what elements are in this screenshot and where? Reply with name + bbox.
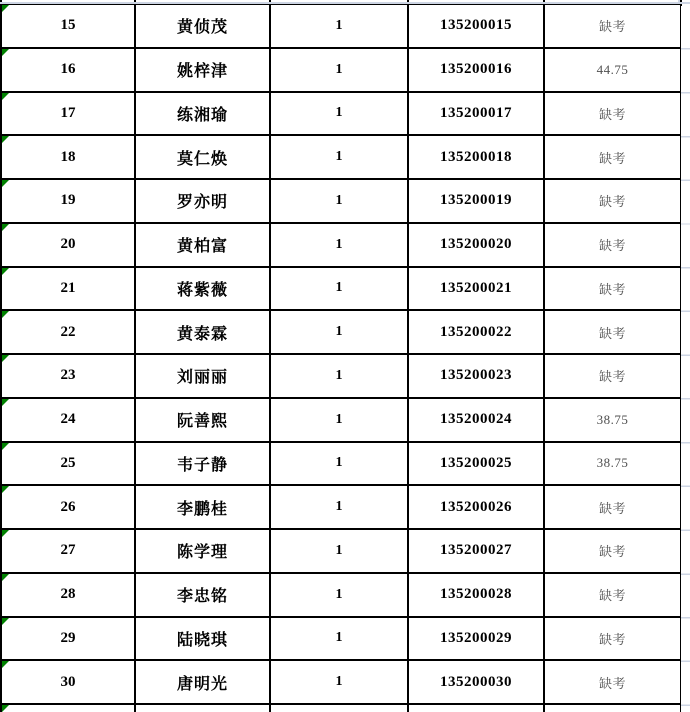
- score-cell[interactable]: 44.75: [544, 48, 681, 92]
- name-cell[interactable]: 黄侦茂: [135, 4, 270, 48]
- count-cell[interactable]: 1: [270, 267, 408, 311]
- name-cell[interactable]: 陈学理: [135, 529, 270, 573]
- error-indicator-icon: [2, 5, 9, 12]
- serial-number-cell[interactable]: [1, 485, 135, 529]
- partial-row-bottom: [1, 704, 681, 712]
- table-row: [1, 442, 681, 486]
- table-row: [1, 660, 681, 704]
- cell-text: 18: [60, 148, 76, 165]
- table-row: [1, 267, 681, 311]
- count-cell[interactable]: 1: [270, 135, 408, 179]
- serial-number-cell[interactable]: [1, 442, 135, 486]
- exam-number-cell[interactable]: 135200020: [408, 223, 544, 267]
- score-cell[interactable]: 缺考: [544, 354, 681, 398]
- name-cell[interactable]: 黄柏富: [135, 223, 270, 267]
- error-indicator-icon: [2, 443, 9, 450]
- exam-number-cell[interactable]: 135200017: [408, 92, 544, 136]
- serial-number-cell[interactable]: [1, 529, 135, 573]
- serial-number-cell[interactable]: [1, 398, 135, 442]
- count-cell[interactable]: 1: [270, 485, 408, 529]
- score-cell[interactable]: [544, 704, 681, 712]
- error-indicator-icon: [2, 661, 9, 668]
- count-cell[interactable]: 1: [270, 92, 408, 136]
- cell-text: 17: [60, 104, 76, 121]
- cell-text: 28: [60, 586, 76, 603]
- count-cell[interactable]: 1: [270, 529, 408, 573]
- name-cell[interactable]: 阮善熙: [135, 398, 270, 442]
- table-row: [1, 398, 681, 442]
- name-cell[interactable]: 蒋紫薇: [135, 267, 270, 311]
- cell-text: 20: [60, 236, 76, 253]
- error-indicator-icon: [2, 93, 9, 100]
- cell-text: 23: [60, 367, 76, 384]
- error-indicator-icon: [2, 574, 9, 581]
- error-indicator-icon: [2, 530, 9, 537]
- table-row: [1, 92, 681, 136]
- cell-text: 19: [60, 192, 76, 209]
- table-row: [1, 179, 681, 223]
- score-cell[interactable]: 缺考: [544, 617, 681, 661]
- exam-number-cell[interactable]: 135200022: [408, 310, 544, 354]
- error-indicator-icon: [2, 355, 9, 362]
- error-indicator-icon: [2, 49, 9, 56]
- count-cell[interactable]: 1: [270, 660, 408, 704]
- serial-number-cell[interactable]: [1, 92, 135, 136]
- score-cell[interactable]: 缺考: [544, 485, 681, 529]
- error-indicator-icon: [2, 180, 9, 187]
- cell-text: 29: [60, 629, 76, 646]
- cell-text: 16: [60, 61, 76, 78]
- error-indicator-icon: [2, 618, 9, 625]
- score-cell[interactable]: 38.75: [544, 442, 681, 486]
- exam-number-cell[interactable]: 135200028: [408, 573, 544, 617]
- score-cell[interactable]: 缺考: [544, 92, 681, 136]
- name-cell[interactable]: 刘丽丽: [135, 354, 270, 398]
- count-cell[interactable]: 1: [270, 442, 408, 486]
- name-cell[interactable]: 李忠铭: [135, 573, 270, 617]
- serial-number-cell[interactable]: [1, 223, 135, 267]
- exam-number-cell[interactable]: 135200026: [408, 485, 544, 529]
- serial-number-cell[interactable]: [1, 179, 135, 223]
- serial-number-cell[interactable]: [1, 354, 135, 398]
- score-cell[interactable]: 缺考: [544, 135, 681, 179]
- count-cell[interactable]: 1: [270, 310, 408, 354]
- table-row: [1, 4, 681, 48]
- exam-number-cell[interactable]: 135200023: [408, 354, 544, 398]
- score-cell[interactable]: 缺考: [544, 529, 681, 573]
- exam-number-cell[interactable]: 135200015: [408, 4, 544, 48]
- name-cell[interactable]: 唐明光: [135, 660, 270, 704]
- sheet-gridline-top-right: [678, 0, 680, 3]
- exam-number-cell[interactable]: 135200018: [408, 135, 544, 179]
- cell-text: 22: [60, 323, 76, 340]
- score-cell[interactable]: 缺考: [544, 267, 681, 311]
- cell-text: 30: [60, 673, 76, 690]
- table-row: [1, 135, 681, 179]
- serial-number-cell[interactable]: [1, 48, 135, 92]
- cell-text: 27: [60, 542, 76, 559]
- exam-number-cell[interactable]: 135200019: [408, 179, 544, 223]
- exam-number-cell[interactable]: 135200025: [408, 442, 544, 486]
- score-cell[interactable]: 38.75: [544, 398, 681, 442]
- name-cell[interactable]: 韦子静: [135, 442, 270, 486]
- exam-number-cell[interactable]: 135200027: [408, 529, 544, 573]
- count-cell[interactable]: 1: [270, 617, 408, 661]
- count-cell[interactable]: 1: [270, 223, 408, 267]
- score-cell[interactable]: 缺考: [544, 4, 681, 48]
- score-cell[interactable]: 缺考: [544, 179, 681, 223]
- table-row: [1, 310, 681, 354]
- serial-number-cell[interactable]: [1, 573, 135, 617]
- score-cell[interactable]: 缺考: [544, 310, 681, 354]
- exam-number-cell[interactable]: [408, 704, 544, 712]
- exam-number-cell[interactable]: 135200029: [408, 617, 544, 661]
- sheet-gridline-top: [0, 2, 690, 4]
- name-cell[interactable]: 李鹏桂: [135, 485, 270, 529]
- count-cell[interactable]: 1: [270, 179, 408, 223]
- exam-number-cell[interactable]: 135200024: [408, 398, 544, 442]
- serial-number-cell[interactable]: [1, 704, 135, 712]
- error-indicator-icon: [2, 705, 9, 712]
- name-cell[interactable]: 陆晓琪: [135, 617, 270, 661]
- serial-number-cell[interactable]: [1, 310, 135, 354]
- cell-text: 24: [60, 411, 76, 428]
- count-cell[interactable]: [270, 704, 408, 712]
- serial-number-cell[interactable]: [1, 135, 135, 179]
- serial-number-cell[interactable]: [1, 617, 135, 661]
- name-cell[interactable]: 练湘瑜: [135, 92, 270, 136]
- count-cell[interactable]: 1: [270, 398, 408, 442]
- error-indicator-icon: [2, 136, 9, 143]
- error-indicator-icon: [2, 399, 9, 406]
- table-row: [1, 223, 681, 267]
- sheet-gridline-margin: [681, 6, 690, 712]
- cell-text: 25: [60, 454, 76, 471]
- score-cell[interactable]: 缺考: [544, 223, 681, 267]
- name-cell[interactable]: 姚梓津: [135, 48, 270, 92]
- table-row: [1, 354, 681, 398]
- error-indicator-icon: [2, 486, 9, 493]
- count-cell[interactable]: 1: [270, 48, 408, 92]
- error-indicator-icon: [2, 268, 9, 275]
- serial-number-cell[interactable]: [1, 267, 135, 311]
- count-cell[interactable]: 1: [270, 354, 408, 398]
- table-row: [1, 485, 681, 529]
- error-indicator-icon: [2, 224, 9, 231]
- exam-number-cell[interactable]: 135200016: [408, 48, 544, 92]
- cell-text: 26: [60, 498, 76, 515]
- cell-text: 21: [60, 279, 76, 296]
- count-cell[interactable]: 1: [270, 573, 408, 617]
- count-cell[interactable]: 1: [270, 4, 408, 48]
- name-cell[interactable]: 罗亦明: [135, 179, 270, 223]
- serial-number-cell[interactable]: [1, 660, 135, 704]
- cell-text: 15: [60, 17, 76, 34]
- score-cell[interactable]: 缺考: [544, 660, 681, 704]
- table-row: [1, 48, 681, 92]
- table-row: [1, 617, 681, 661]
- table-row: [1, 529, 681, 573]
- name-cell[interactable]: [135, 704, 270, 712]
- exam-number-cell[interactable]: 135200030: [408, 660, 544, 704]
- table-row: [1, 573, 681, 617]
- serial-number-cell[interactable]: [1, 4, 135, 48]
- name-cell[interactable]: 黄泰霖: [135, 310, 270, 354]
- name-cell[interactable]: 莫仁焕: [135, 135, 270, 179]
- error-indicator-icon: [2, 311, 9, 318]
- exam-number-cell[interactable]: 135200021: [408, 267, 544, 311]
- score-cell[interactable]: 缺考: [544, 573, 681, 617]
